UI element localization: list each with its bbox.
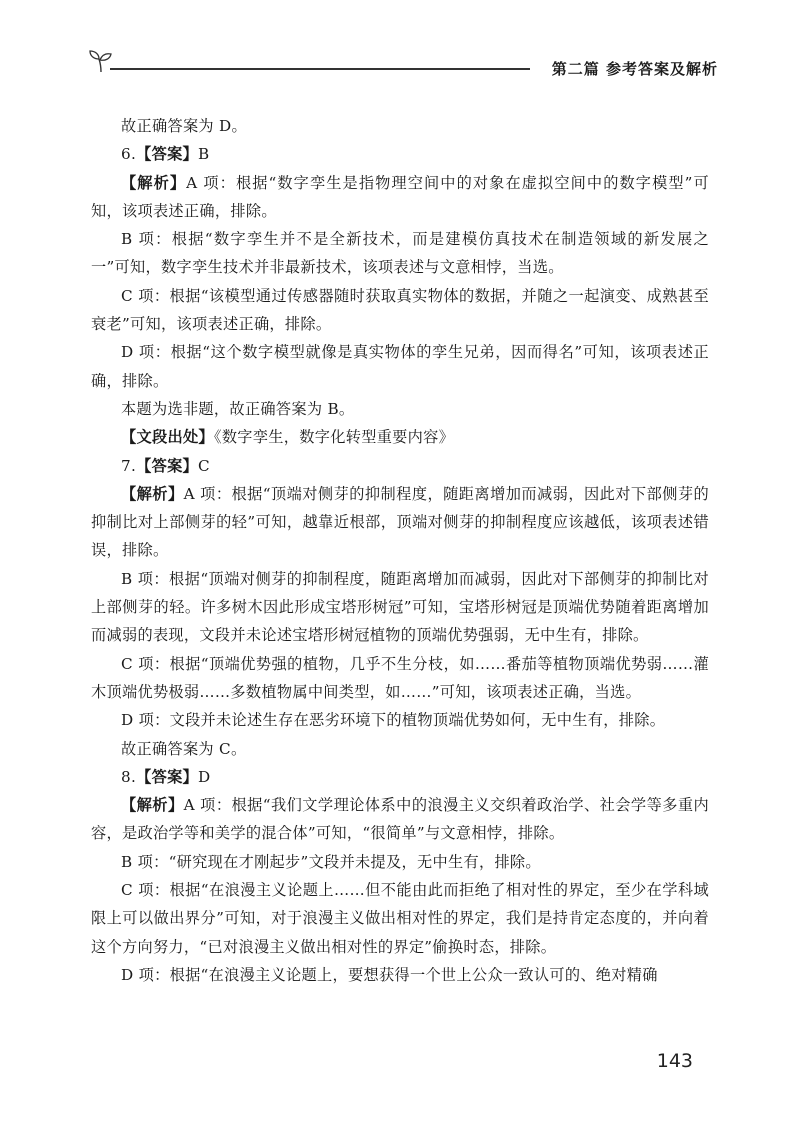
- paragraph: D 项：根据“在浪漫主义论题上，要想获得一个世上公众一致认可的、绝对精确: [121, 965, 658, 984]
- paragraph: 故正确答案为 C。: [121, 739, 247, 758]
- paragraph: D 项：根据“这个数字模型就像是真实物体的孪生兄弟，因而得名”可知，该项表述正确，排除。: [91, 343, 709, 390]
- page-header: [88, 42, 718, 82]
- header-rule: [110, 68, 530, 70]
- page-number: 143: [656, 1050, 693, 1072]
- analysis-tag: 【解析】: [121, 173, 187, 192]
- paragraph: 本题为选非题，故正确答案为 B。: [121, 399, 355, 418]
- question-number: 6.: [121, 145, 137, 164]
- analysis-paragraph: [91, 169, 709, 226]
- answer-value: D: [198, 767, 211, 786]
- analysis-tag: 【解析】: [121, 796, 184, 815]
- question-number: 8.: [121, 767, 137, 786]
- source-line: [91, 423, 709, 451]
- page-body: [91, 112, 709, 989]
- paragraph: C 项：根据“该模型通过传感器随时获取真实物体的数据，并随之一起演变、成熟甚至衰老”可知，该项表述正确，排除。: [91, 286, 709, 334]
- analysis-tag: 【解析】: [121, 484, 184, 503]
- answer-line: [91, 140, 709, 168]
- source-tag: 【文段出处】: [121, 428, 214, 447]
- section-title: 第二篇 参考答案及解析: [551, 60, 718, 78]
- answer-line: [91, 452, 709, 480]
- analysis-paragraph: [91, 791, 709, 848]
- answer-value: B: [198, 145, 210, 164]
- analysis-paragraph: [91, 480, 709, 565]
- paragraph: C 项：根据“在浪漫主义论题上……但不能由此而拒绝了相对性的界定，至少在学科域限上可以做出界分”可知，对于浪漫主义做出相对性的界定，我们是持肯定态度的，并向着这个方向努力，“已对浪漫主义做出相对性的界定”偷换时态，排除。: [91, 881, 709, 956]
- answer-tag: 【答案】: [136, 145, 199, 164]
- answer-tag: 【答案】: [136, 767, 199, 786]
- source-text: 《数字孪生，数字化转型重要内容》: [213, 428, 455, 447]
- paragraph: 故正确答案为 D。: [121, 117, 248, 135]
- sprout-icon: [88, 48, 114, 74]
- paragraph: D 项：文段并未论述生存在恶劣环境下的植物顶端优势如何，无中生有，排除。: [121, 711, 666, 730]
- analysis-text: A 项：根据“数字孪生是指物理空间中的对象在虚拟空间中的数字模型”可知，该项表述正确，排除。: [91, 173, 710, 220]
- analysis-text: A 项：根据“我们文学理论体系中的浪漫主义交织着政治学、社会学等多重内容，是政治学等和美学的混合体”可知，“很简单”与文意相悖，排除。: [91, 796, 710, 843]
- question-number: 7.: [121, 456, 137, 475]
- answer-value: C: [198, 456, 210, 475]
- paragraph: B 项：“研究现在才刚起步”文段并未提及，无中生有，排除。: [121, 852, 541, 871]
- paragraph: B 项：根据“数字孪生并不是全新技术，而是建模仿真技术在制造领域的新发展之一”可知，数字孪生技术并非最新技术，该项表述与文意相悖，当选。: [91, 230, 709, 277]
- paragraph: C 项：根据“顶端优势强的植物，几乎不生分枝，如……番茄等植物顶端优势弱……灌木顶端优势极弱……多数植物属中间类型，如……”可知，该项表述正确，当选。: [91, 654, 709, 701]
- analysis-text: A 项：根据“顶端对侧芽的抑制程度，随距离增加而减弱，因此对下部侧芽的抑制比对上部侧芽的轻”可知，越靠近根部，顶端对侧芽的抑制程度应该越低，该项表述错误，排除。: [91, 484, 710, 560]
- answer-tag: 【答案】: [136, 456, 199, 475]
- answer-line: [91, 763, 709, 791]
- paragraph: B 项：根据“顶端对侧芽的抑制程度，随距离增加而减弱，因此对下部侧芽的抑制比对上部侧芽的轻。许多树木因此形成宝塔形树冠”可知，宝塔形树冠是顶端优势随着距离增加而减弱的表现，文段并未论述宝塔形树冠植物的顶端优势强弱，无中生有，排除。: [91, 569, 709, 645]
